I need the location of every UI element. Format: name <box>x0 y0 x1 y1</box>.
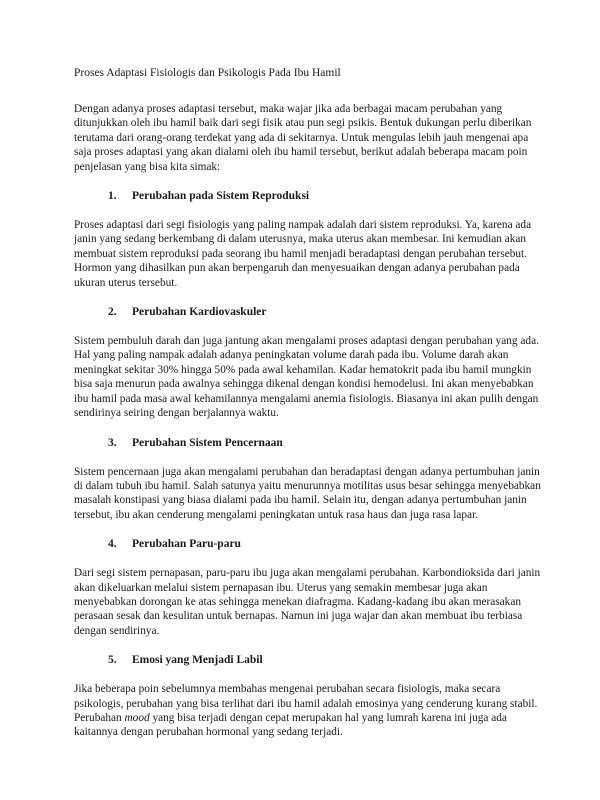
document-title: Proses Adaptasi Fisiologis dan Psikologis Pada Ibu Hamil <box>74 67 341 79</box>
section-heading-reproduksi <box>108 189 542 204</box>
section-body-pencernaan: Sistem pencernaan juga akan mengalami perubahan dan beradaptasi dengan adanya pertumbuhan janin di dalam tubuh ibu hamil. Salah satunya yaitu menurunnya motilitas usus besar sehingga menyebabkan masalah konstipasi yang biasa dialami pada ibu hamil. Selain itu, dengan adanya pertumbuhan janin tersebut, ibu akan cenderung mengalami peningkatan untuk rasa haus dan juga rasa lapar. <box>74 465 541 521</box>
section-number: 1. <box>108 190 117 203</box>
section-body-emosi <box>74 682 542 740</box>
section-heading-pencernaan <box>108 436 542 451</box>
section-title: Perubahan Paru-paru <box>132 538 241 551</box>
intro-paragraph: Dengan adanya proses adaptasi tersebut, maka wajar jika ada berbagai macam perubahan yang ditunjukkan oleh ibu hamil baik dari segi fisik atau pun segi psikis. Bentuk dukungan perlu diberikan terutama dari orang-orang terdekat yang ada di sekitarnya. Untuk mengulas lebih jauh mengenai apa saja proses adaptasi yang akan dialami oleh ibu hamil tersebut, berikut adalah beberapa macam poin penjelasan yang bisa kita simak: <box>74 103 532 173</box>
section-number: 5. <box>108 654 117 667</box>
section-title: Perubahan Kardiovaskuler <box>132 306 267 319</box>
section-heading-paru-paru <box>108 537 542 552</box>
section-title: Emosi yang Menjadi Labil <box>132 654 263 667</box>
italic-word-mood: mood <box>124 711 150 724</box>
section-heading-emosi <box>108 653 542 668</box>
section-body-kardiovaskuler: Sistem pembuluh darah dan juga jantung akan mengalami proses adaptasi dengan perubahan yang ada. Hal yang paling nampak adalah adanya peningkatan volume darah pada ibu. Volume darah akan meningkat sekitar 30% hingga 50% pada awal kehamilan. Kadar hematokrit pada ibu hamil mungkin bisa saja menurun pada awalnya sehingga dikenal dengan kondisi hemodelusi. Ini akan menyebabkan ibu hamil pada masa awal kehamilannya mengalami anemia fisiologis. Biasanya ini akan pulih dengan sendirinya seiring dengan berjalannya waktu. <box>74 335 539 420</box>
body-text-after: yang bisa terjadi dengan cepat merupakan hal yang lumrah karena ini juga ada kaitannya dengan perubahan hormonal yang sedang terjadi. <box>74 711 507 739</box>
section-number: 3. <box>108 436 117 449</box>
section-body-paru-paru: Dari segi sistem pernapasan, paru-paru ibu juga akan mengalami perubahan. Karbondioksida dari janin akan dikeluarkan melalui sistem pernapasan ibu. Uterus yang semakin membesar juga akan menyebabkan dorongan ke atas sehingga menekan diafragma. Kadang-kadang ibu akan merasakan perasaan sesak dan kesulitan untuk bernapas. Namun ini juga wajar dan akan membuat ibu terbiasa dengan sendirinya. <box>74 567 541 637</box>
section-body-reproduksi: Proses adaptasi dari segi fisiologis yang paling nampak adalah dari sistem reproduksi. Ya, karena ada janin yang sedang berkembang di dalam uterusnya, maka uterus akan membesar. Ini kemudian akan membuat sistem reproduksi pada seorang ibu hamil menjadi beradaptasi dengan perubahan tersebut. Hormon yang dihasilkan pun akan berpengaruh dan menyesuaikan dengan adanya perubahan pada ukuran uterus tersebut. <box>74 219 532 289</box>
body-text-before: Jika beberapa poin sebelumnya membahas mengenai perubahan secara fisiologis, maka secara psikologis, perubahan yang bisa terlihat dari ibu hamil adalah emosinya yang cenderung kurang stabil. Perubahan <box>74 683 538 724</box>
section-number: 4. <box>108 538 117 551</box>
section-heading-kardiovaskuler <box>108 305 542 320</box>
section-title: Perubahan pada Sistem Reproduksi <box>132 190 310 203</box>
section-number: 2. <box>108 306 117 319</box>
section-title: Perubahan Sistem Pencernaan <box>132 436 283 449</box>
